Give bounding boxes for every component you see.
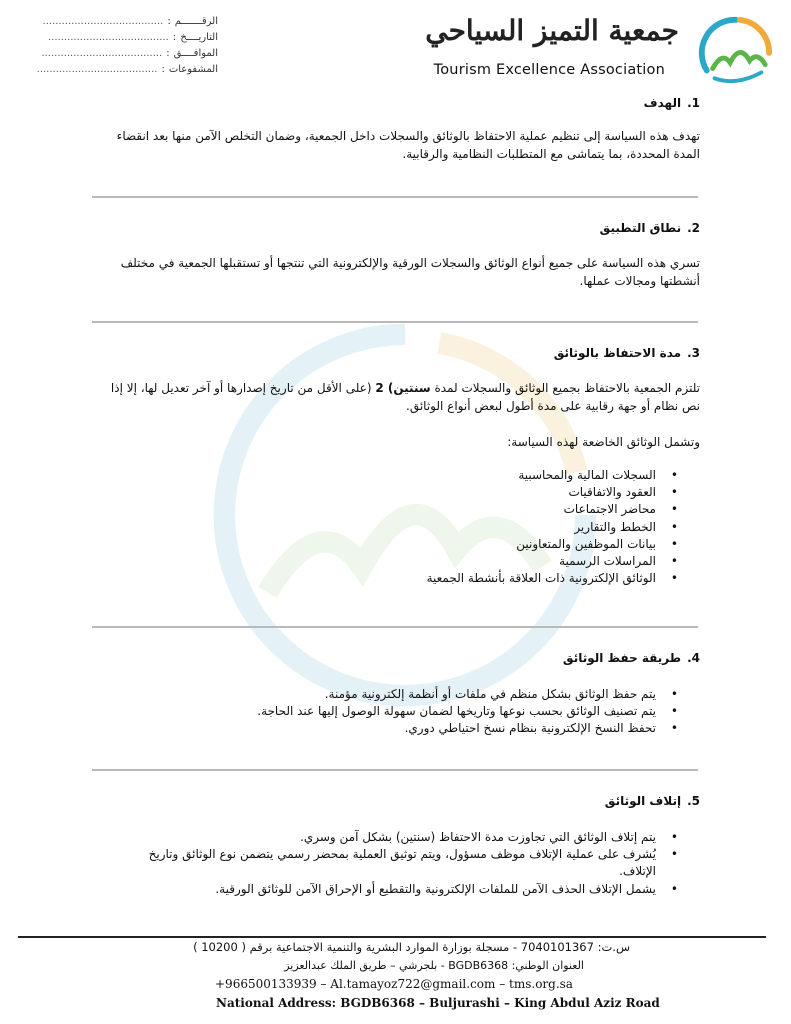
- list-item: الخطط والتقارير •: [427, 519, 656, 536]
- section-3-intro: وتشمل الوثائق الخاضعة لهذه السياسة:: [507, 435, 700, 449]
- list-item: تحفظ النسخ الإلكترونية بنظام نسخ احتياطي دوري. •: [257, 720, 656, 737]
- list-item: بيانات الموظفين والمتعاونين •: [427, 536, 656, 553]
- list-item: يتم حفظ الوثائق بشكل منظم في ملفات أو أنظمة إلكترونية مؤمنة. •: [257, 686, 656, 703]
- section-3-body: تلتزم الجمعية بالاحتفاظ بجميع الوثائق والسجلات لمدة سنتين) 2 (على الأقل من تاريخ إصدارها أو آخر تعديل لها، إلا إذا نص نظام أو جهة رقابية على مدة أطول لبعض أنواع الوثائق.: [110, 381, 700, 413]
- disposal-list: [136, 829, 656, 898]
- association-logo-icon: [697, 14, 775, 90]
- list-item: الوثائق الإلكترونية ذات العلاقة بأنشطة الجمعية •: [427, 570, 656, 587]
- meta-row-corresponding: الموافــــق : ......................................: [41, 48, 218, 59]
- list-item: المراسلات الرسمية •: [427, 553, 656, 570]
- footer-national-address-ar: العنوان الوطني: BGDB6368 - بلجرشي – طريق الملك عبدالعزيز: [284, 959, 584, 972]
- list-item: يتم إتلاف الوثائق التي تجاوزت مدة الاحتفاظ (سنتين) بشكل آمن وسري. •: [136, 829, 656, 846]
- footer-contact: +966500133939 – Al.tamayoz722@gmail.com – tms.org.sa: [215, 977, 573, 991]
- list-item: السجلات المالية والمحاسبية •: [427, 467, 656, 484]
- section-5-heading: 5.إتلاف الوثائق: [604, 794, 700, 808]
- section-divider: [92, 321, 698, 323]
- section-1-heading: 1.الهدف: [643, 96, 700, 110]
- section-2-heading: 2.نطاق التطبيق: [599, 221, 700, 235]
- section-divider: [92, 769, 698, 771]
- section-divider: [92, 196, 698, 198]
- section-4-heading: 4.طريقة حفظ الوثائق: [562, 651, 700, 665]
- section-1-body: تهدف هذه السياسة إلى تنظيم عملية الاحتفاظ بالوثائق والسجلات داخل الجمعية، وضمان التخلص الآمن منها بعد انقضاء المدة المحددة، بما يتماشى مع المتطلبات النظامية والرقابية.: [116, 129, 700, 161]
- reference-fields: [36, 14, 218, 78]
- footer-divider: [18, 936, 766, 938]
- list-item: يشمل الإتلاف الحذف الآمن للملفات الإلكترونية والتقطيع أو الإحراق الآمن للوثائق الورقية. •: [136, 881, 656, 898]
- section-divider: [92, 626, 698, 628]
- meta-row-attachments: المشفوعات : ......................................: [36, 64, 218, 75]
- storage-method-list: [257, 686, 656, 738]
- list-item: يتم تصنيف الوثائق بحسب نوعها وتاريخها لضمان سهولة الوصول إليها عند الحاجة. •: [257, 703, 656, 720]
- list-item: العقود والاتفاقيات •: [427, 484, 656, 501]
- footer-registration: س.ت: 7040101367 - مسجلة بوزارة الموارد البشرية والتنمية الاجتماعية برقم ( 10200 ): [193, 940, 630, 954]
- footer-national-address-en: National Address: BGDB6368 – Buljurashi – King Abdul Aziz Road: [216, 996, 660, 1010]
- retained-documents-list: [427, 467, 656, 587]
- section-2-body: تسري هذه السياسة على جميع أنواع الوثائق والسجلات الورقية والإلكترونية التي تنتجها أو تستقبلها الجمعية في مختلف أنشطتها ومجالات عملها.: [120, 256, 700, 288]
- list-item: يُشرف على عملية الإتلاف موظف مسؤول، ويتم توثيق العملية بمحضر رسمي يتضمن نوع الوثائق وتاريخ الإتلاف. •: [136, 846, 656, 880]
- list-item: محاضر الاجتماعات •: [427, 501, 656, 518]
- meta-row-number: الرقـــــــم : ......................................: [42, 16, 218, 27]
- org-name-english: Tourism Excellence Association: [433, 62, 665, 78]
- org-name-arabic: جمعية التميز السياحي: [425, 14, 679, 47]
- meta-row-date: التاريــــخ : ......................................: [48, 32, 218, 43]
- section-3-heading: 3.مدة الاحتفاظ بالوثائق: [553, 346, 700, 360]
